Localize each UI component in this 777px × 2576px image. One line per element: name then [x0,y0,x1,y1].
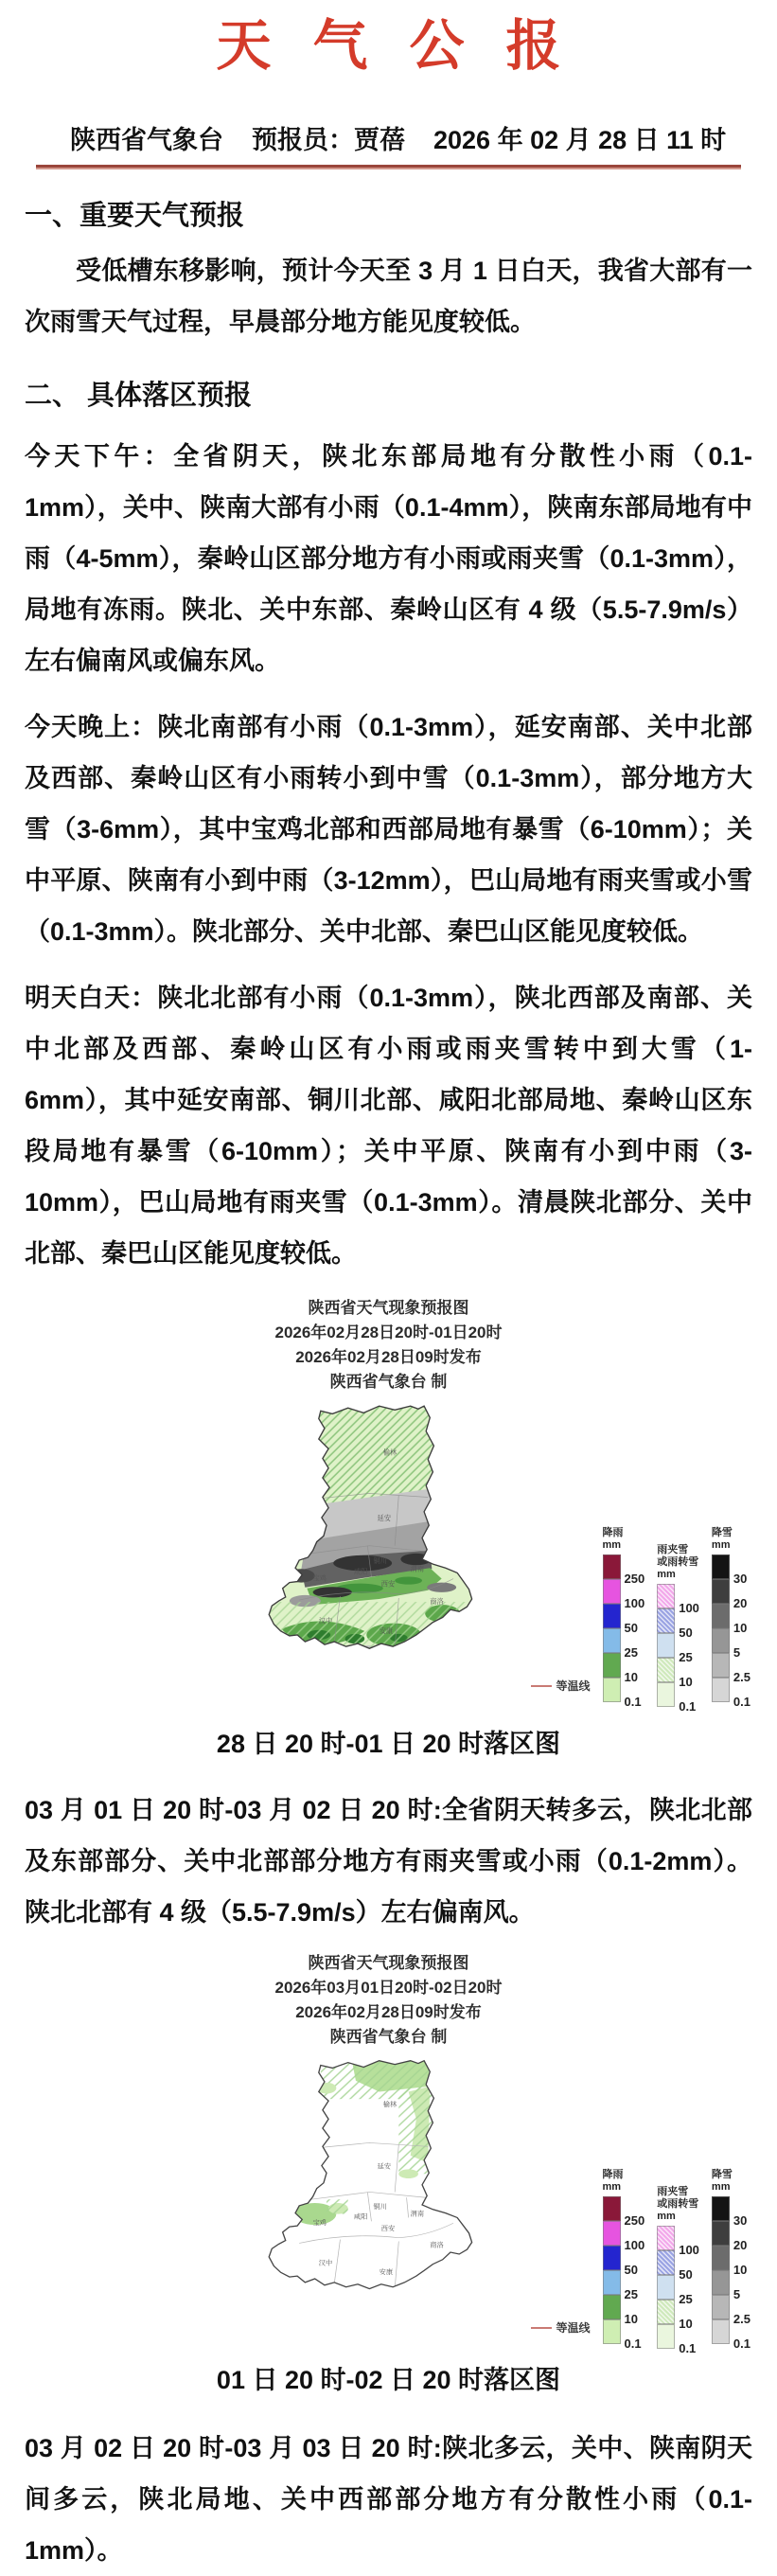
paragraph-text: 全省阴天转多云，陕北北部及东部部分、关中北部部分地方有雨夹雪或小雨（0.1-2mm）。陕北北部有 4 级（5.5-7.9m/s）左右偏南风。 [25,1796,752,1927]
legend-tick: 0.1 [679,1699,697,1714]
legend-tick: 50 [624,1621,638,1635]
legend-tick: 25 [679,1650,693,1664]
map1-titles [25,1296,752,1395]
header-rule [36,165,741,168]
page-title: 天气公报 [216,15,603,77]
legend-tick: 100 [624,1596,645,1610]
map2-title-line3: 2026年02月28日09时发布 [295,2003,482,2021]
city-label: 榆林 [382,2102,397,2108]
legend-swatch [657,1633,675,1658]
meta-line [25,121,752,159]
legend-tick: 250 [624,1572,645,1586]
legend-column-title: 降雨 mm [602,1527,624,1551]
paragraph-label: 今天下午： [25,442,174,471]
legend-tick: 250 [624,2213,645,2228]
legend-tick: 0.1 [624,2336,642,2351]
legend-swatch [657,2275,675,2300]
city-label: 西安 [380,2226,395,2232]
legend-column-rain [602,1527,645,1709]
legend-column-sleet [657,1544,699,1714]
legend-column-rain [602,2169,645,2351]
city-label: 宝鸡 [312,1573,327,1583]
legend-swatch [657,2226,675,2250]
section1-paragraph: 受低槽东移影响，预计今天至 3 月 1 日白天，我省大部有一次雨雪天气过程，早晨部分地方能见度较低。 [25,257,752,336]
legend-swatch [603,2319,621,2344]
map2-legend [531,2169,751,2355]
legend-swatch [712,2295,730,2319]
paragraph-text: 全省阴天，陕北东部局地有分散性小雨（0.1-1mm），关中、陕南大部有小雨（0.1-4mm），陕南东部局地有中雨（4-5mm），秦岭山区部分地方有小雨或雨夹雪（0.1-3mm），局地有冻雨。陕北、关中东部、秦岭山区有 4 级（5.5-7.9m/s）左右偏南风或偏东风。 [25,442,752,675]
legend-swatch [657,1682,675,1707]
legend-swatch [603,1653,621,1678]
isoline-label: 等温线 [556,2321,591,2335]
legend-swatch [657,2300,675,2324]
map1-title-line2: 2026年02月28日20时-01日20时 [274,1324,503,1341]
map-figure-2 [25,1951,752,2398]
city-label: 铜川 [373,1556,387,1566]
forecast-paragraph-day3 [25,2423,752,2576]
legend-swatch [603,1628,621,1653]
legend-swatch [603,1604,621,1628]
legend-swatch [712,1653,730,1678]
map1-legend [531,1527,751,1714]
legend-tick: 20 [733,2238,748,2252]
legend-column-title: 降雨 mm [602,2169,624,2193]
legend-tick: 2.5 [733,2312,751,2326]
legend-swatch [712,1604,730,1628]
paragraph-text: 陕北南部有小雨（0.1-3mm），延安南部、关中北部及西部、秦岭山区有小雨转小到中雪（0.1-3mm），部分地方大雪（3-6mm），其中宝鸡北部和西部局地有暴雪（6-10mm）；关中平原、陕南有小到中雨（3-12mm），巴山局地有雨夹雪或小雪（0.1-3mm）。陕北部分、关中北部、秦巴山区能见度较低。 [25,713,753,946]
legend-tick: 30 [733,2213,748,2228]
legend-segment [712,1653,751,1684]
legend-tick: 50 [679,1626,693,1640]
map2-titles [25,1951,752,2050]
legend-tick: 5 [733,1645,741,1660]
legend-swatch [712,1579,730,1604]
city-label: 铜川 [373,2203,387,2211]
forecaster: 预报员：贾蓓 [252,126,405,154]
map2-title-line2: 2026年03月01日20时-02日20时 [274,1979,503,1997]
map1-title-line4: 陕西省气象台 制 [329,1373,448,1391]
legend-segment [657,2226,699,2257]
map1-title-line3: 2026年02月28日09时发布 [295,1348,482,1366]
paragraph-label: 今天晚上： [25,713,158,741]
map1-svg [262,1398,516,1718]
legend-segment [712,2196,748,2228]
legend-swatch [603,1579,621,1604]
map-figure-1 [25,1296,752,1762]
legend-swatch [603,1678,621,1702]
legend-swatch [712,2196,730,2221]
map2-svg [262,2053,516,2354]
legend-tick: 100 [679,2243,699,2257]
legend-tick: 2.5 [733,1670,751,1684]
legend-tick: 5 [733,2287,741,2301]
legend-tick: 25 [624,1645,638,1660]
map1-precip-regions [262,1398,516,1718]
legend-column-snow [711,2169,751,2351]
legend-swatch [603,2295,621,2319]
legend-swatch [657,2250,675,2275]
legend-column-title: 雨夹雪 或雨转雪 mm [657,2186,699,2222]
legend-segment [712,1554,748,1586]
isoline-sample [531,2327,552,2329]
paragraph-label: 03 月 02 日 20 时-03 月 03 日 20 时: [25,2434,442,2462]
map2-caption: 01 日 20 时-02 日 20 时落区图 [216,2366,561,2394]
legend-tick: 30 [733,1572,748,1586]
legend-swatch [712,1678,730,1702]
legend-column-title: 雨夹雪 或雨转雪 mm [657,1544,699,1580]
legend-tick: 100 [624,2238,645,2252]
legend-swatch [712,1554,730,1579]
legend-segment [603,2196,645,2228]
legend-swatch [603,2246,621,2270]
city-label: 商洛 [429,2242,444,2249]
legend-tick: 50 [624,2263,638,2277]
legend-tick: 50 [679,2267,693,2282]
city-label: 咸阳 [353,1567,367,1576]
forecast-paragraph-day2 [25,1785,752,1938]
city-label: 延安 [377,1514,391,1523]
map2-title-line1: 陕西省天气现象预报图 [308,1954,469,1972]
city-label: 西安 [380,1579,395,1589]
paragraph-label: 明天白天： [25,984,158,1012]
city-label: 宝鸡 [312,2220,327,2228]
paragraph-label: 03 月 01 日 20 时-03 月 02 日 20 时: [25,1796,442,1824]
legend-tick: 10 [733,1621,748,1635]
city-label: 咸阳 [353,2213,367,2221]
legend-swatch [712,2246,730,2270]
legend-segment [603,1554,645,1586]
legend-swatch [603,2270,621,2295]
legend-tick: 100 [679,1601,699,1615]
city-label: 汉中 [318,1616,332,1626]
section2-heading: 二、 具体落区预报 [25,381,253,411]
legend-tick: 10 [733,2263,748,2277]
paragraph-text: 陕北多云，关中、陕南阴天间多云，陕北局地、关中西部部分地方有分散性小雨（0.1-1mm）。 [25,2434,752,2565]
forecast-paragraph-tonight [25,702,752,957]
legend-tick: 0.1 [733,2336,751,2351]
legend-tick: 25 [679,2292,693,2306]
legend-column-snow [711,1527,751,1709]
city-label: 渭南 [410,2211,424,2218]
city-label: 延安 [377,2163,391,2171]
legend-tick: 10 [679,1675,693,1689]
legend-swatch [657,2324,675,2349]
map2-precip-regions [269,2053,516,2289]
legend-tick: 10 [624,2312,638,2326]
legend-swatch [603,1554,621,1579]
city-label: 渭南 [410,1564,424,1573]
map1-caption: 28 日 20 时-01 日 20 时落区图 [216,1730,561,1758]
section1-heading: 一、重要天气预报 [25,201,245,231]
isoline-label: 等温线 [556,1679,591,1693]
legend-swatch [657,1608,675,1633]
isoline-legend [531,1678,591,1694]
legend-swatch [657,1658,675,1682]
legend-segment [712,2295,751,2326]
legend-tick: 0.1 [624,1695,642,1709]
legend-tick: 0.1 [679,2341,697,2355]
map2-title-line4: 陕西省气象台 制 [329,2028,448,2046]
legend-swatch [603,2221,621,2246]
city-label: 商洛 [429,1597,444,1607]
city-label: 榆林 [382,1448,397,1457]
city-label: 安康 [379,1626,393,1635]
legend-column-title: 降雪 mm [711,1527,733,1551]
forecast-paragraph-afternoon [25,431,752,686]
legend-swatch [712,2221,730,2246]
agency-name: 陕西省气象台 [70,126,223,154]
legend-swatch [712,2270,730,2295]
legend-swatch [712,2319,730,2344]
legend-column-sleet [657,2186,699,2355]
legend-tick: 10 [679,2317,693,2331]
legend-segment [657,1584,699,1615]
legend-swatch [603,2196,621,2221]
issue-datetime: 2026 年 02 月 28 日 11 时 [433,126,727,154]
legend-tick: 20 [733,1596,748,1610]
legend-tick: 10 [624,1670,638,1684]
isoline-sample [531,1685,552,1687]
forecast-paragraph-tomorrow [25,972,752,1279]
legend-tick: 25 [624,2287,638,2301]
isoline-legend [531,2319,591,2336]
legend-tick: 0.1 [733,1695,751,1709]
paragraph-text: 陕北北部有小雨（0.1-3mm），陕北西部及南部、关中北部及西部、秦岭山区有小雨或雨夹雪转中到大雪（1-6mm），其中延安南部、铜川北部、咸阳北部局地、秦岭山区东段局地有暴雪（6-10mm）；关中平原、陕南有小到中雨（3-10mm），巴山局地有雨夹雪（0.1-3mm）。清晨陕北部分、关中北部、秦巴山区能见度较低。 [25,984,753,1268]
legend-swatch [657,1584,675,1608]
city-label: 汉中 [318,2260,332,2267]
legend-swatch [712,1628,730,1653]
legend-column-title: 降雪 mm [711,2169,733,2193]
map1-title-line1: 陕西省天气现象预报图 [308,1299,469,1317]
city-label: 安康 [379,2269,393,2277]
